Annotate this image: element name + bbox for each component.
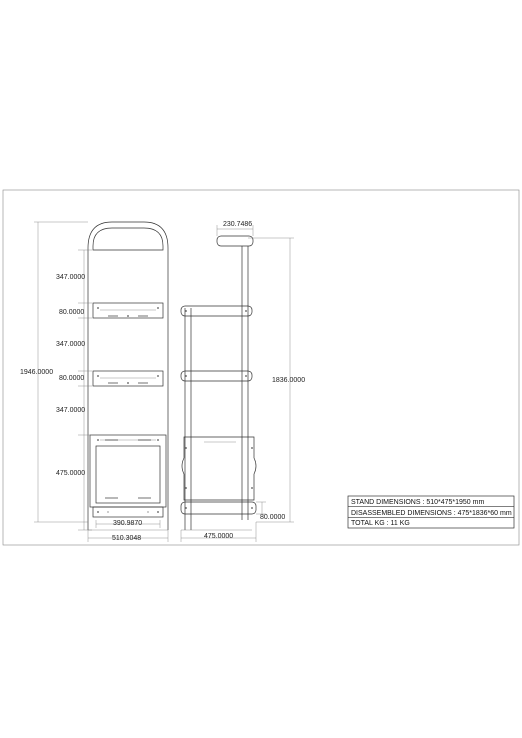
dim-front-outer-width: 510.3048 (112, 535, 142, 542)
drawing-frame (3, 190, 519, 545)
front-frame-outline (88, 222, 168, 530)
title-block-stand-dimensions: STAND DIMENSIONS : 510*475*1950 mm (351, 499, 485, 506)
dim-side-base-height: 80.0000 (260, 514, 286, 521)
front-top-panel (93, 228, 163, 250)
dim-side-base-depth: 475.0000 (204, 533, 234, 540)
side-shelf-1 (181, 306, 252, 316)
front-view (34, 222, 168, 542)
dim-front-80-top: 80.0000 (59, 309, 85, 316)
dim-front-347-top: 347.0000 (56, 274, 86, 281)
dim-front-475: 475.0000 (56, 470, 86, 477)
dim-front-347-low: 347.0000 (56, 407, 86, 414)
side-top-cap (217, 236, 253, 246)
dim-front-overall-height: 1946.0000 (20, 369, 54, 376)
side-shelf-2 (181, 371, 252, 381)
dim-front-347-mid: 347.0000 (56, 341, 86, 348)
title-block-disassembled-dimensions: DISASSEMBLED DIMENSIONS : 475*1836*60 mm (351, 510, 512, 517)
dim-side-height: 1836.0000 (272, 377, 306, 384)
side-lower-box (182, 437, 256, 500)
dim-side-top-depth: 230.7486 (223, 221, 253, 228)
dim-front-80-mid: 80.0000 (59, 375, 85, 382)
front-base (93, 507, 163, 517)
title-block-total-weight: TOTAL KG : 11 KG (351, 520, 410, 527)
dim-front-inner-width: 390.9870 (113, 520, 143, 527)
side-base (181, 502, 256, 514)
